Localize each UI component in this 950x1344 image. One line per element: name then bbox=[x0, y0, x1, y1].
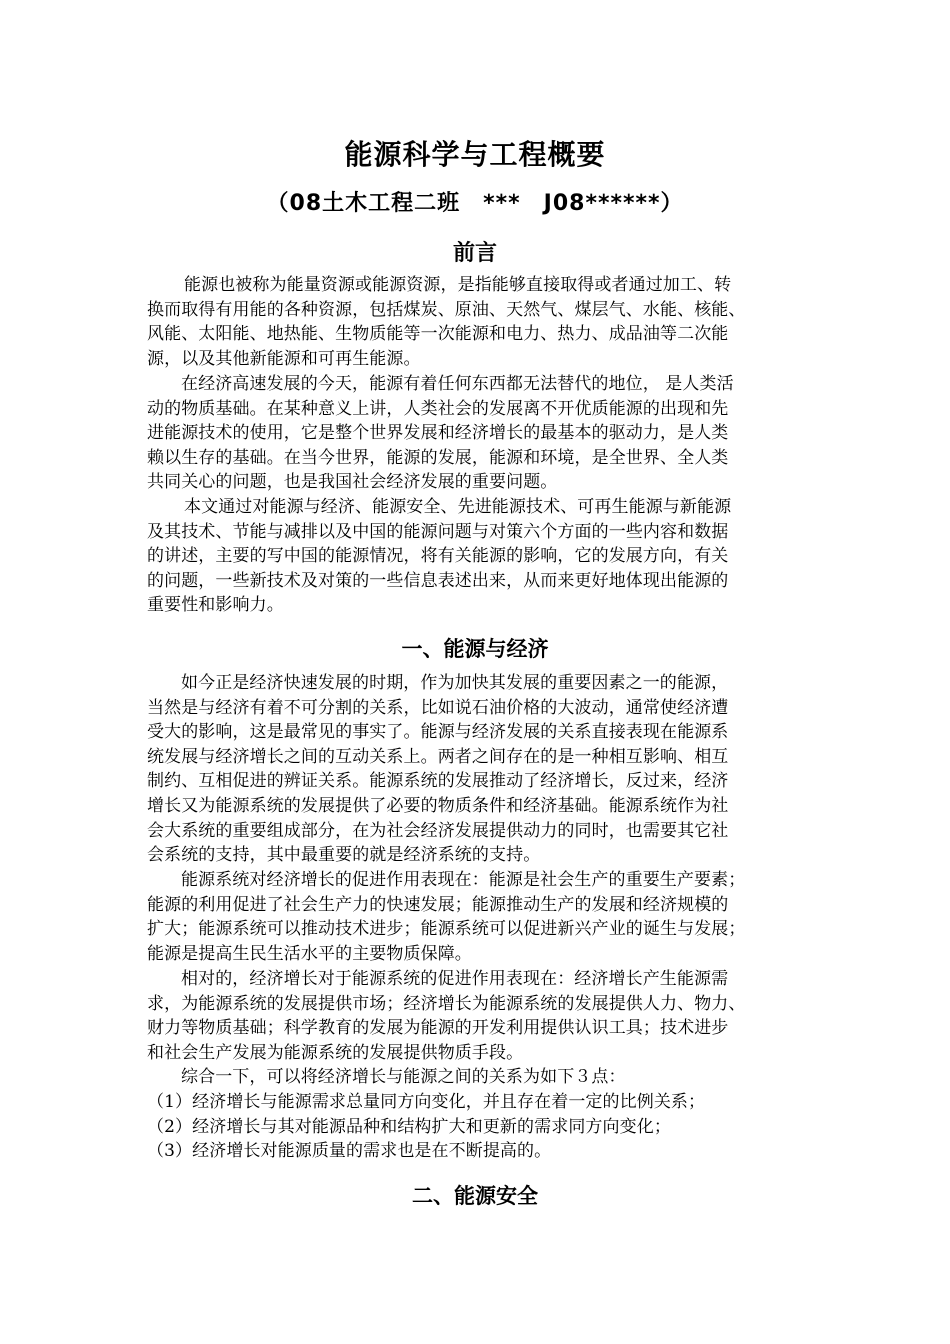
text-line: 重要性和影响力。 bbox=[147, 595, 284, 616]
preface-paragraph-3 bbox=[147, 495, 827, 618]
preface-heading: 前言 bbox=[452, 241, 497, 266]
section1-paragraph-2 bbox=[147, 868, 827, 966]
text-line: 如今正是经济快速发展的时期，作为加快其发展的重要因素之一的能源， bbox=[181, 673, 729, 693]
text-line: 当然是与经济有着不可分割的关系，比如说石油价格的大波动，通常使经济遭 bbox=[147, 697, 729, 718]
text-line: 风能、太阳能、地热能、生物质能等一次能源和电力、热力、成品油等二次能 bbox=[147, 324, 729, 345]
text-line: 相对的，经济增长对于能源系统的促进作用表现在：经济增长产生能源需 bbox=[181, 969, 729, 989]
text-line: 换而取得有用能的各种资源，包括煤炭、原油、天然气、煤层气、水能、核能、 bbox=[147, 299, 746, 320]
text-line: 的问题，一些新技术及对策的一些信息表述出来，从而来更好地体现出能源的 bbox=[147, 570, 729, 591]
text-line: 在经济高速发展的今天，能源有着任何东西都无法替代的地位， 是人类活 bbox=[181, 374, 734, 394]
preface-paragraph-1 bbox=[147, 273, 827, 371]
list-item: （2）经济增长与其对能源品种和结构扩大和更新的需求同方向变化； bbox=[147, 1116, 671, 1137]
text-line: 扩大；能源系统可以推动技术进步；能源系统可以促进新兴产业的诞生与发展； bbox=[147, 919, 746, 940]
section-heading-energy-security: 二、能源安全 bbox=[412, 1184, 538, 1208]
text-line: 能源系统对经济增长的促进作用表现在：能源是社会生产的重要生产要素； bbox=[181, 870, 746, 890]
text-line: 能源的利用促进了社会生产力的快速发展；能源推动生产的发展和经济规模的 bbox=[147, 894, 729, 915]
text-line: 动的物质基础。在某种意义上讲，人类社会的发展离不开优质能源的出现和先 bbox=[147, 398, 729, 419]
text-line: 共同关心的问题，也是我国社会经济发展的重要问题。 bbox=[147, 472, 558, 493]
text-line: 能源是提高生民生活水平的主要物质保障。 bbox=[147, 943, 472, 964]
text-line: 增长又为能源系统的发展提供了必要的物质条件和经济基础。能源系统作为社 bbox=[147, 795, 729, 816]
text-line: 受大的影响，这是最常见的事实了。能源与经济发展的关系直接表现在能源系 bbox=[147, 722, 729, 743]
text-line: 和社会生产发展为能源系统的发展提供物质手段。 bbox=[147, 1042, 524, 1063]
text-line: 综合一下，可以将经济增长与能源之间的关系为如下３点： bbox=[181, 1067, 626, 1087]
text-line: 及其技术、节能与减排以及中国的能源问题与对策六个方面的一些内容和数据 bbox=[147, 521, 729, 542]
text-line: 源，以及其他新能源和可再生能源。 bbox=[147, 348, 421, 369]
text-line: 统发展与经济增长之间的互动关系上。两者之间存在的是一种相互影响、相互 bbox=[147, 746, 729, 767]
text-line: 进能源技术的使用，它是整个世界发展和经济增长的最基本的驱动力，是人类 bbox=[147, 423, 729, 444]
list-item: （1）经济增长与能源需求总量同方向变化，并且存在着一定的比例关系； bbox=[147, 1092, 706, 1112]
section-heading-energy-economy: 一、能源与经济 bbox=[401, 637, 549, 661]
text-line: 会大系统的重要组成部分，在为社会经济发展提供动力的同时，也需要其它社 bbox=[147, 820, 729, 841]
section1-paragraph-4 bbox=[147, 1065, 827, 1090]
section1-paragraph-1 bbox=[147, 671, 827, 868]
document-title: 能源科学与工程概要 bbox=[344, 138, 606, 171]
section1-list bbox=[147, 1090, 827, 1164]
text-line: 会系统的支持，其中最重要的就是经济系统的支持。 bbox=[147, 845, 541, 866]
text-line: 财力等物质基础；科学教育的发展为能源的开发利用提供认识工具；技术进步 bbox=[147, 1018, 729, 1039]
preface-paragraph-2 bbox=[147, 372, 827, 495]
text-line: 求，为能源系统的发展提供市场；经济增长为能源系统的发展提供人力、物力、 bbox=[147, 993, 746, 1014]
section1-paragraph-3 bbox=[147, 967, 827, 1065]
document-subtitle: （08土木工程二班 *** J08******） bbox=[266, 191, 684, 216]
text-line: 赖以生存的基础。在当今世界，能源的发展，能源和环境，是全世界、全人类 bbox=[147, 447, 729, 468]
text-line: 本文通过对能源与经济、能源安全、先进能源技术、可再生能源与新能源 bbox=[184, 497, 732, 517]
text-line: 能源也被称为能量资源或能源资源，是指能够直接取得或者通过加工、转 bbox=[184, 275, 732, 295]
text-line: 的讲述，主要的写中国的能源情况，将有关能源的影响，它的发展方向，有关 bbox=[147, 546, 729, 567]
text-line: 制约、互相促进的辨证关系。能源系统的发展推动了经济增长，反过来，经济 bbox=[147, 771, 729, 792]
list-item: （3）经济增长对能源质量的需求也是在不断提高的。 bbox=[147, 1141, 552, 1162]
